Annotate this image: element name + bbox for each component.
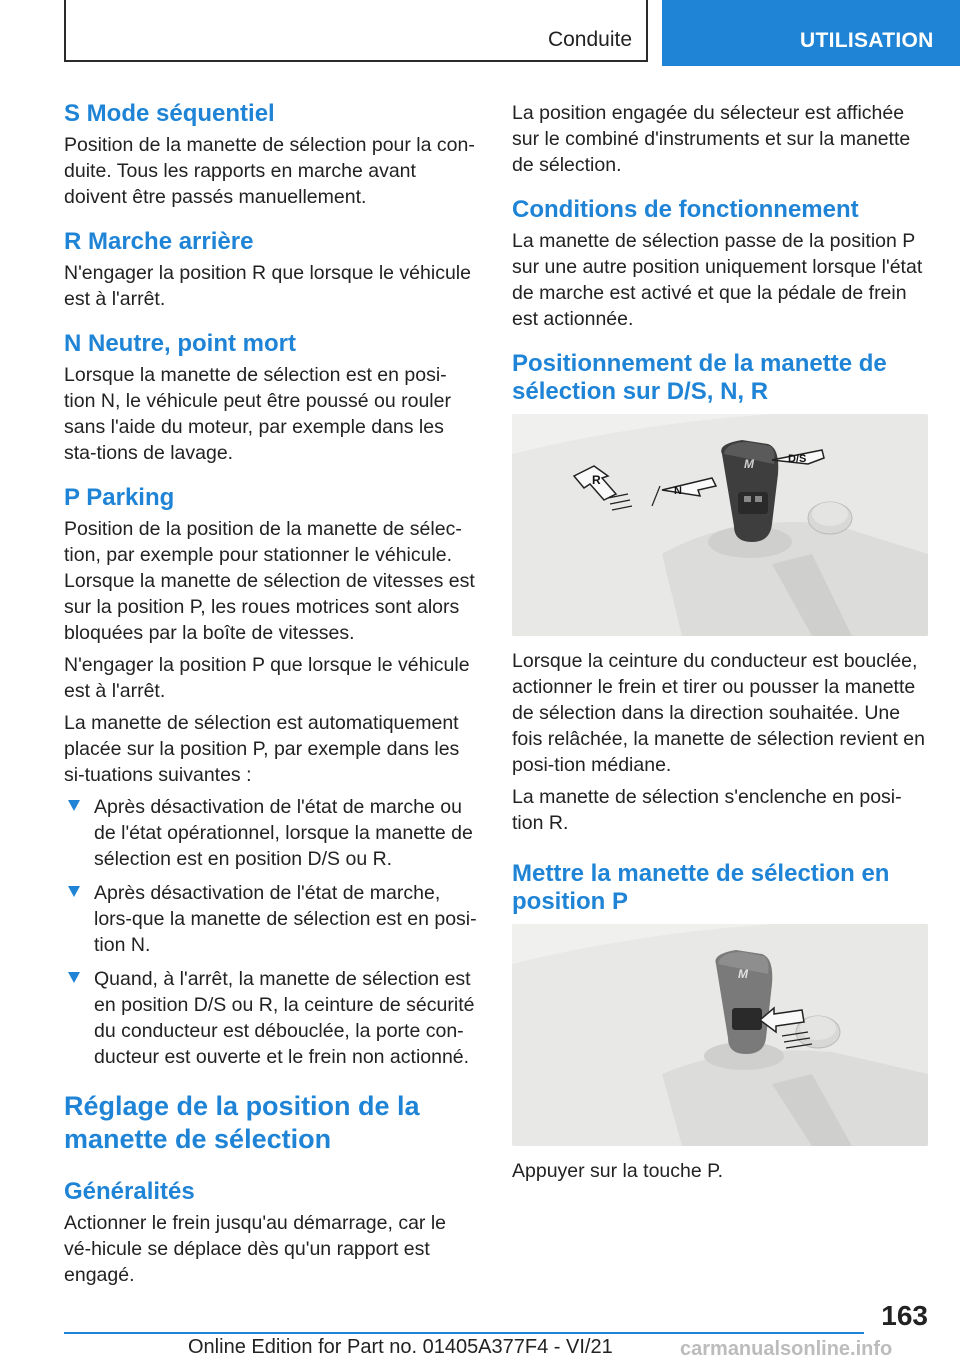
heading-mettre-p: Mettre la manette de sélection en position P [512,860,890,915]
text-p-parking-2: N'engager la position P que lorsque le véhicule est à l'arrêt. [64,654,470,702]
text-generalites: Actionner le frein jusqu'au démarrage, car le vé-hicule se déplace dès qu'un rapport est engagé. [64,1212,447,1286]
text-mettre-p: Appuyer sur la touche P. [512,1160,724,1182]
heading-generalites: Généralités [64,1178,195,1205]
gear-selector-figure-dsnr [512,414,928,636]
text-intro: La position engagée du sélecteur est affichée sur le combiné d'instruments et sur la manette de sélection. [512,102,911,176]
heading-r-reverse: R Marche arrière [64,228,254,255]
bullet-triangle-icon [68,972,80,983]
text-positionnement-1: Lorsque la ceinture du conducteur est bouclée, actionner le frein et tirer ou pousser la manette de sélection dans la direction souhaitée. Une fois relâchée, la manette de sélection revient en posi-tion médiane. [512,650,925,776]
text-r-reverse: N'engager la position R que lorsque le véhicule est à l'arrêt. [64,262,471,310]
header-section-label: Conduite [547,28,632,51]
lever-brand-text: M [738,967,748,981]
park-button-illustration [512,924,928,1146]
heading-conditions: Conditions de fonctionnement [512,196,859,223]
right-column [512,100,926,1190]
text-conditions: La manette de sélection passe de la position P sur une autre position uniquement lorsque l'état de marche est activé et que la pédale de frein est actionnée. [512,230,923,330]
heading-reglage: Réglage de la position de la manette de sélection [64,1091,420,1154]
gear-selector-illustration [512,414,928,636]
footer-rule [64,1332,864,1334]
lever-brand-text: M [744,457,754,471]
list-item [64,794,478,872]
text-s-mode: Position de la manette de sélection pour la con-duite. Tous les rapports en marche avant doivent être passés manuellement. [64,134,475,208]
bullet-triangle-icon [68,886,80,897]
header-tab-label: UTILISATION [800,29,934,52]
bullet-triangle-icon [68,800,80,811]
heading-p-parking: P Parking [64,484,175,511]
list-item-text: Après désactivation de l'état de marche, lors-que la manette de sélection est en posi-tion N. [94,882,477,956]
header-section-box [64,0,648,62]
text-n-neutral: Lorsque la manette de sélection est en posi-tion N, le véhicule peut être poussé ou rouler sans l'aide du moteur, par exemple dans les sta-tions de lavage. [64,364,451,464]
fig-label-ds: D/S [788,453,807,465]
footer-edition: Online Edition for Part no. 01405A377F4 - VI/21 [188,1336,613,1358]
list-item-text: Après désactivation de l'état de marche ou de l'état opérationnel, lorsque la manette de sélection est en position D/S ou R. [94,796,473,870]
header-tab [662,0,960,66]
fig-label-n: N [674,485,682,497]
text-p-parking-1: Position de la position de la manette de sélec-tion, par exemple pour stationner le véhicule. Lorsque la manette de sélection de vitesses est sur la position P, les roues motrices sont alors bloquées par la boîte de vitesses. [64,518,475,644]
text-p-parking-3: La manette de sélection est automatiquement placée sur la position P, par exemple dans les si-tuations suivantes : [64,712,460,786]
left-column [64,100,478,1294]
list-item [64,880,478,958]
situations-list [64,794,478,1070]
list-item-text: Quand, à l'arrêt, la manette de sélection est en position D/S ou R, la ceinture de sécurité du conducteur est débouclée, la porte con-ducteur est ouverte et le frein non actionné. [94,968,475,1068]
gear-selector-figure-p [512,924,928,1146]
heading-positionnement: Positionnement de la manette de sélection sur D/S, N, R [512,350,887,405]
heading-s-mode: S Mode séquentiel [64,100,275,127]
fig-label-r: R [592,473,601,487]
list-item [64,966,478,1070]
watermark: carmanualsonline.info [680,1338,893,1360]
text-positionnement-2: La manette de sélection s'enclenche en posi-tion R. [512,786,902,834]
heading-n-neutral: N Neutre, point mort [64,330,296,357]
page-number: 163 [881,1300,928,1331]
